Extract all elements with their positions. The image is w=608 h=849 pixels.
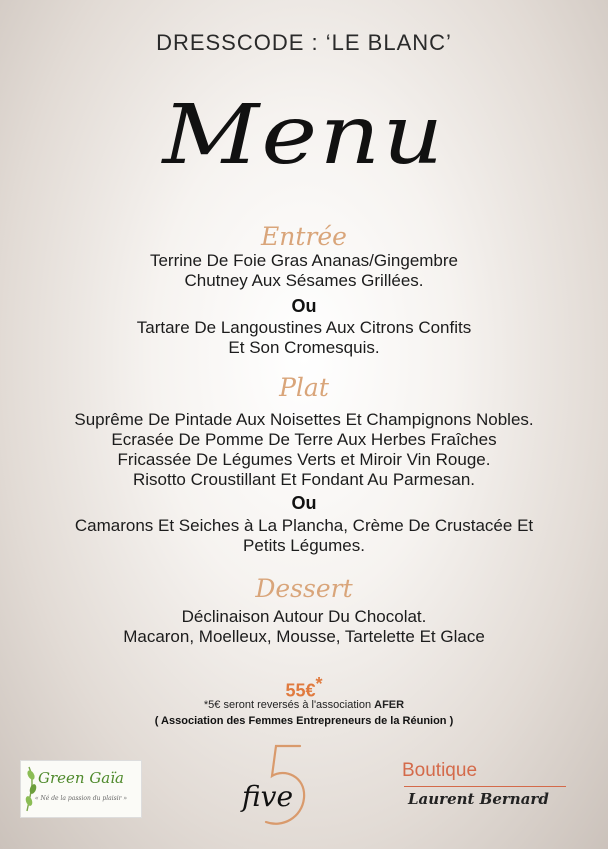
menu-title: Menu	[162, 88, 446, 183]
entree-line: Tartare De Langoustines Aux Citrons Confits	[136, 318, 472, 337]
green-gaia-logo	[20, 760, 142, 818]
donation-note-org: AFER	[374, 699, 405, 711]
dessert-line: Macaron, Moelleux, Mousse, Tartelette Et Glace	[123, 627, 485, 646]
donation-note-text: *5€ seront reversés à l'association	[203, 699, 372, 711]
entree-separator: Ou	[291, 296, 317, 316]
entree-line: Et Son Cromesquis.	[228, 338, 380, 357]
plat-separator: Ou	[291, 493, 317, 513]
five-logo	[222, 742, 322, 832]
entree-line: Chutney Aux Sésames Grillées.	[184, 271, 424, 290]
plat-line: Fricassée De Légumes Verts et Miroir Vin Rouge.	[117, 450, 491, 469]
section-title-plat: Plat	[279, 373, 329, 402]
donation-note	[0, 699, 608, 711]
entree-line: Terrine De Foie Gras Ananas/Gingembre	[149, 251, 459, 270]
five-logo-word: five	[242, 780, 294, 813]
plat-line: Petits Légumes.	[243, 536, 365, 555]
boutique-logo-divider	[404, 786, 566, 787]
plat-line: Suprême De Pintade Aux Noisettes Et Champignons Nobles.	[74, 410, 534, 429]
price-value: 55€	[285, 680, 316, 701]
plat-line: Camarons Et Seiches à La Plancha, Crème De Crustacée Et	[74, 516, 534, 535]
price-asterisk: *	[315, 674, 323, 694]
plat-line: Risotto Croustillant Et Fondant Au Parmesan.	[132, 470, 476, 489]
gaia-logo-tagline: « Né de la passion du plaisir »	[34, 795, 128, 802]
boutique-logo-name: Laurent Bernard	[408, 790, 549, 808]
section-title-entree: Entrée	[261, 222, 347, 251]
gaia-logo-name: Green Gaïa	[37, 769, 124, 787]
boutique-laurent-bernard-logo	[398, 760, 578, 820]
section-title-dessert: Dessert	[255, 574, 353, 603]
dresscode-heading: DRESSCODE : ‘LE BLANC’	[156, 30, 452, 55]
price	[0, 674, 608, 701]
association-name: ( Association des Femmes Entrepreneurs de la Réunion )	[154, 715, 454, 727]
dessert-line: Déclinaison Autour Du Chocolat.	[181, 607, 427, 626]
plat-line: Ecrasée De Pomme De Terre Aux Herbes Fraîches	[111, 430, 497, 449]
boutique-logo-word: Boutique	[402, 760, 478, 781]
